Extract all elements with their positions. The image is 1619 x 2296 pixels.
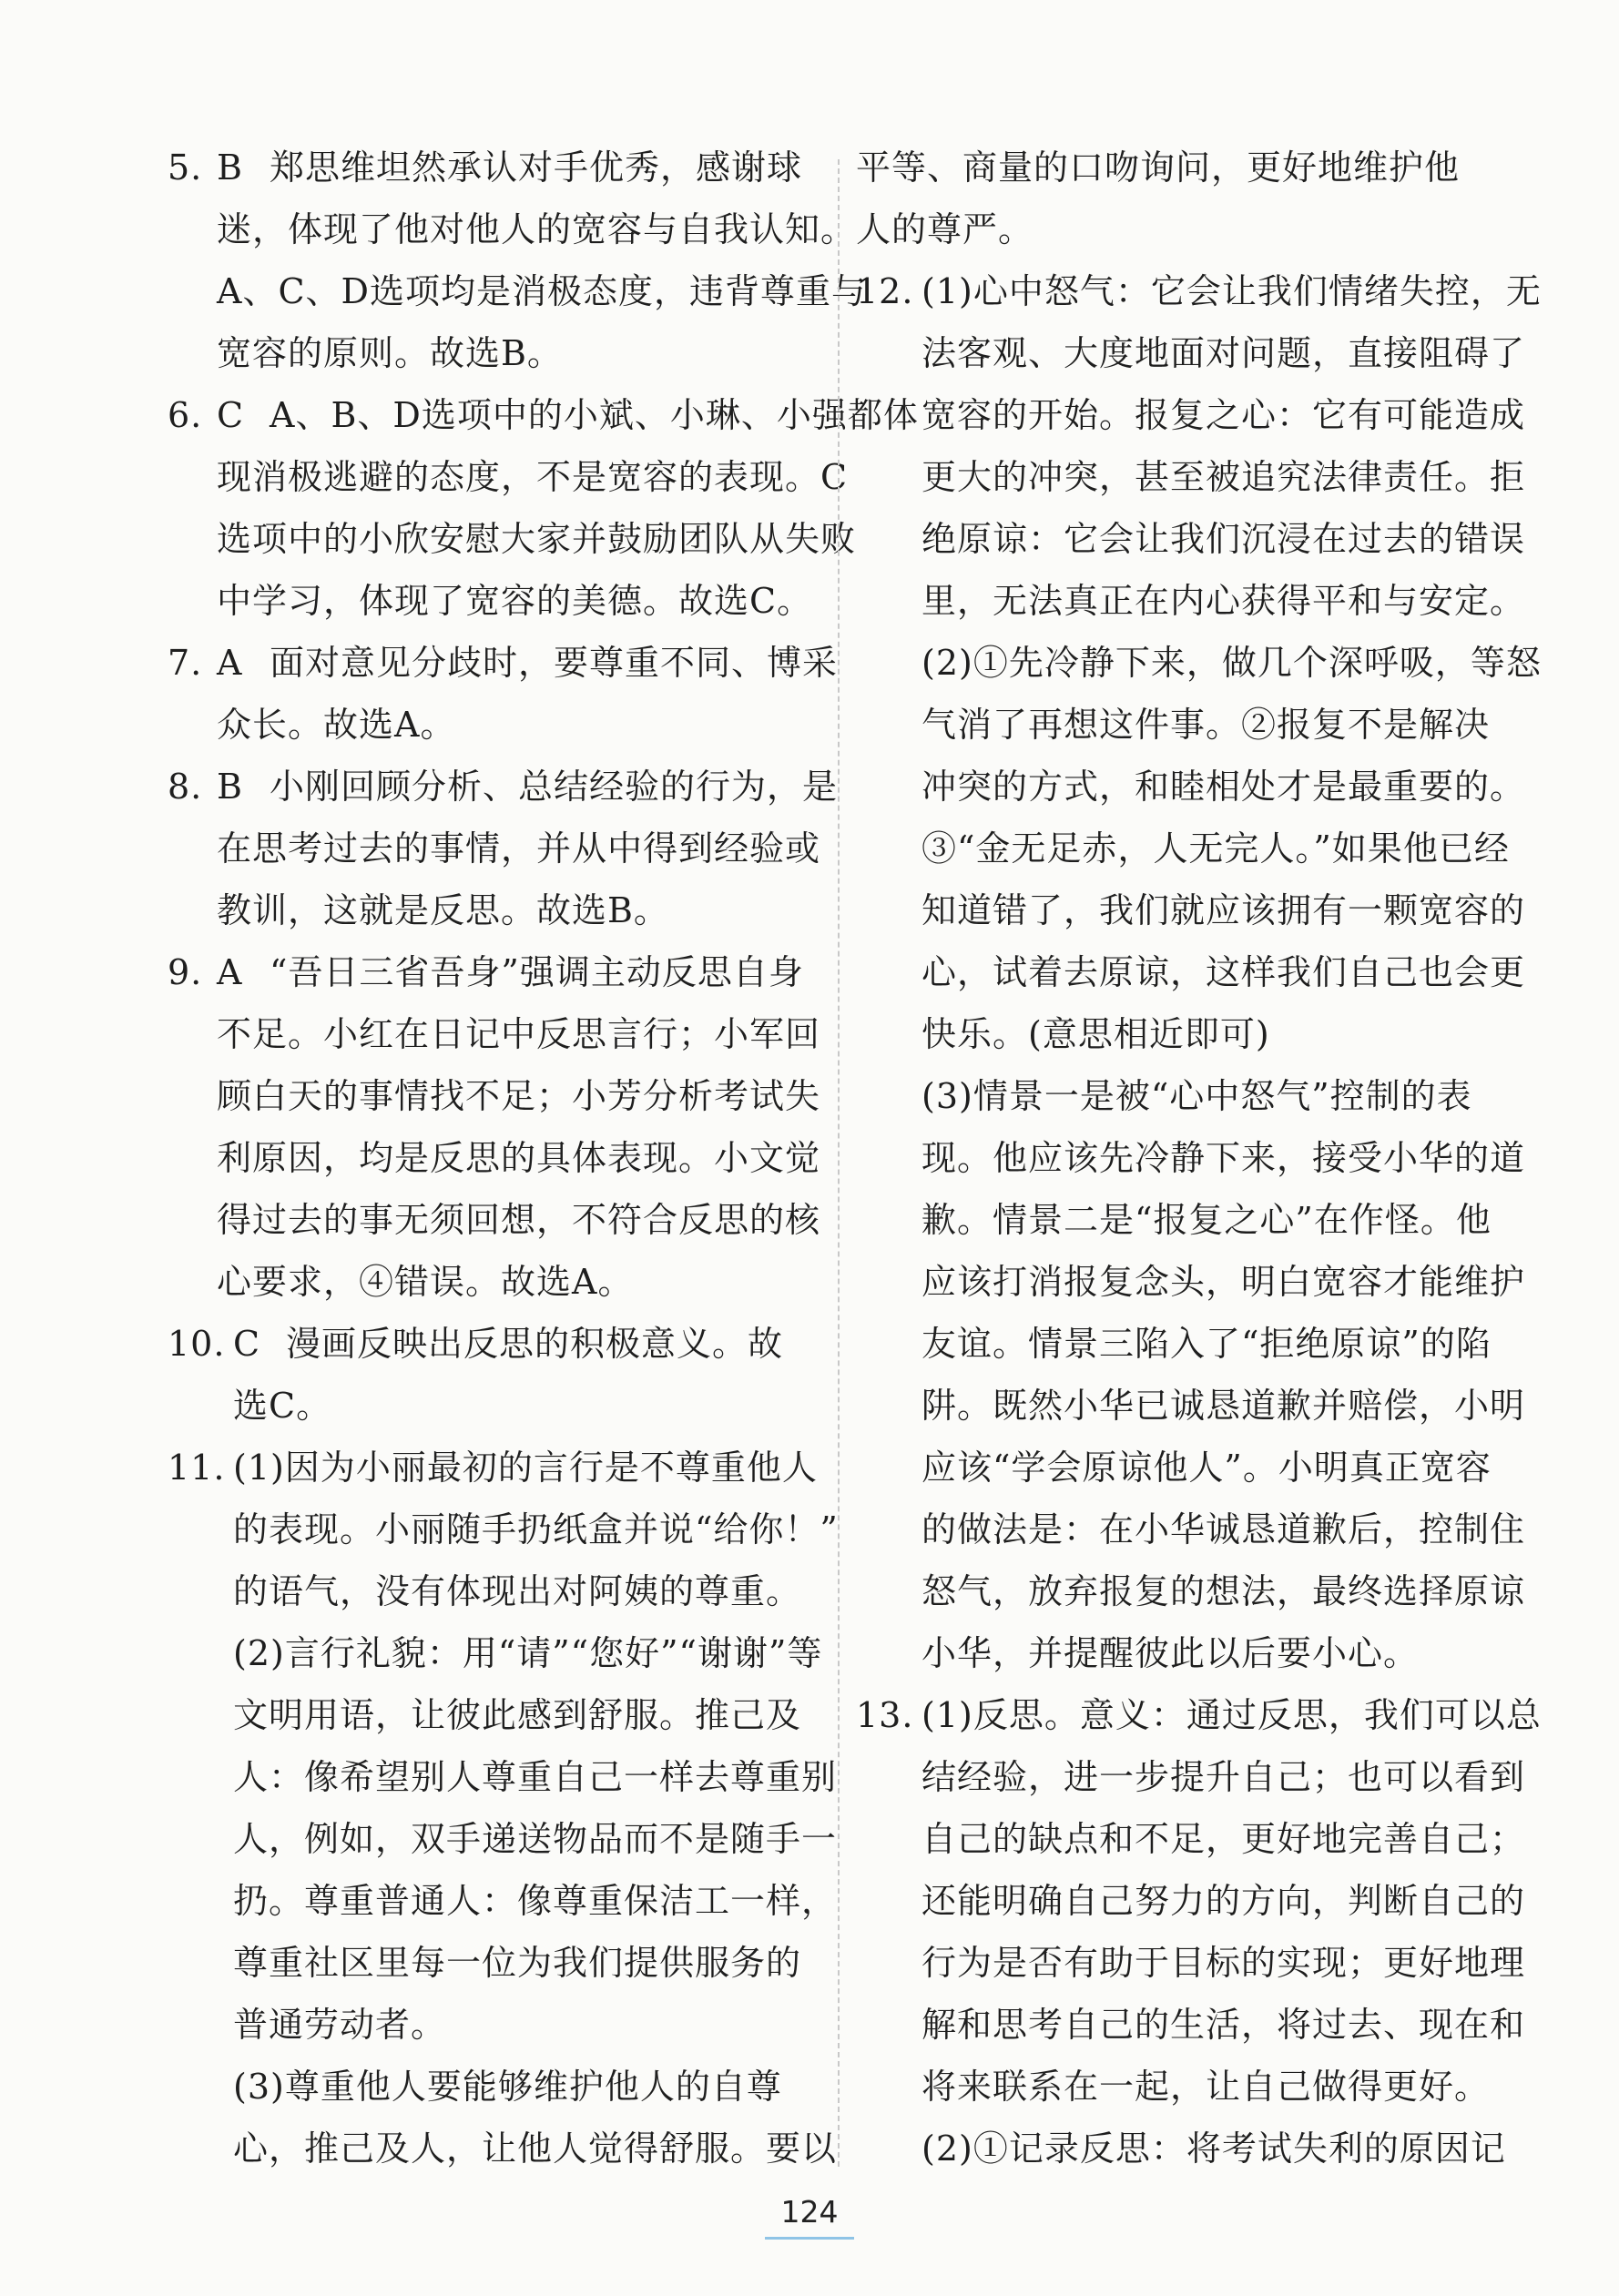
answer-choice: C bbox=[217, 395, 245, 435]
answer-line bbox=[856, 260, 1542, 322]
answer-item bbox=[856, 1684, 1542, 2179]
question-number: 9. bbox=[168, 952, 203, 992]
answer-line: 心要求，④错误。故选A。 bbox=[217, 1262, 634, 1302]
answer-line: 解和思考自己的生活，将过去、现在和 bbox=[922, 2005, 1526, 2045]
answer-line: 得过去的事无须回想，不符合反思的核 bbox=[217, 1200, 821, 1240]
answer-item bbox=[856, 137, 1486, 260]
answer-text: 郑思维坦然承认对手优秀，感谢球 bbox=[270, 147, 803, 188]
answer-line: 的表现。小丽随手扔纸盒并说“给你！” bbox=[233, 1509, 839, 1549]
question-number: 6. bbox=[168, 395, 203, 435]
answer-line bbox=[856, 1684, 1542, 1746]
column-divider bbox=[838, 159, 840, 2167]
answer-line: A、C、D选项均是消极态度，违背尊重与 bbox=[217, 271, 867, 311]
answer-line: 行为是否有助于目标的实现；更好地理 bbox=[922, 1943, 1526, 1983]
question-number: 7. bbox=[168, 643, 203, 683]
page-number: 124 bbox=[780, 2194, 839, 2230]
answer-line: 人：像希望别人尊重自己一样去尊重别 bbox=[233, 1757, 838, 1797]
answer-item bbox=[168, 1313, 825, 1437]
answer-line: 自己的缺点和不足，更好地完善自己； bbox=[922, 1819, 1526, 1859]
answer-text: “吾日三省吾身”强调主动反思自身 bbox=[270, 952, 804, 992]
answer-line: 现。他应该先冷静下来，接受小华的道 bbox=[922, 1138, 1526, 1178]
answer-line: 众长。故选A。 bbox=[217, 705, 456, 745]
answer-line: 结经验，进一步提升自己；也可以看到 bbox=[922, 1757, 1526, 1797]
answer-line bbox=[168, 137, 825, 198]
answer-choice: C bbox=[233, 1324, 261, 1364]
answer-item bbox=[168, 632, 839, 756]
answer-line: 法客观、大度地面对问题，直接阻碍了 bbox=[922, 333, 1526, 373]
answer-line: 快乐。(意思相近即可) bbox=[922, 1014, 1270, 1054]
answer-line: 冲突的方式，和睦相处才是最重要的。 bbox=[922, 767, 1526, 807]
answer-line: 还能明确自己努力的方向，判断自己的 bbox=[922, 1881, 1526, 1921]
question-number: 12. bbox=[856, 271, 914, 311]
answer-line: 不足。小红在日记中反思言行；小军回 bbox=[217, 1014, 821, 1054]
answer-text: A、B、D选项中的小斌、小琳、小强都体 bbox=[270, 395, 919, 435]
answer-line bbox=[168, 1437, 825, 1498]
answer-choice: A bbox=[217, 643, 243, 683]
answer-line: 绝原谅：它会让我们沉浸在过去的错误 bbox=[922, 519, 1526, 559]
answer-line: 选C。 bbox=[233, 1386, 332, 1426]
answer-line bbox=[168, 1313, 825, 1375]
answer-line: (3)情景一是被“心中怒气”控制的表 bbox=[922, 1076, 1472, 1116]
answer-line: 在思考过去的事情，并从中得到经验或 bbox=[217, 828, 821, 869]
answer-line: 里，无法真正在内心获得平和与安定。 bbox=[922, 581, 1526, 621]
answer-line: (3)尊重他人要能够维护他人的自尊 bbox=[233, 2067, 782, 2107]
answer-item bbox=[168, 941, 825, 1313]
answer-line: 心，推己及人，让他人觉得舒服。要以 bbox=[233, 2128, 838, 2169]
answer-item bbox=[168, 384, 919, 632]
answer-line: 应该打消报复念头，明白宽容才能维护 bbox=[922, 1262, 1526, 1302]
answer-line: 应该“学会原谅他人”。小明真正宽容 bbox=[922, 1448, 1492, 1488]
answer-line: 尊重社区里每一位为我们提供服务的 bbox=[233, 1943, 802, 1983]
answer-text: (1)反思。意义：通过反思，我们可以总 bbox=[922, 1695, 1542, 1735]
answer-line: 宽容的原则。故选B。 bbox=[217, 333, 563, 373]
answer-line: 将来联系在一起，让自己做得更好。 bbox=[922, 2067, 1491, 2107]
answer-text: 小刚回顾分析、总结经验的行为，是 bbox=[270, 767, 839, 807]
answer-line: 现消极逃避的态度，不是宽容的表现。C bbox=[217, 457, 849, 497]
answer-item bbox=[168, 137, 867, 384]
answer-choice: B bbox=[217, 767, 243, 807]
answer-item bbox=[168, 1437, 839, 2179]
answer-line: 利原因，均是反思的具体表现。小文觉 bbox=[217, 1138, 821, 1178]
answer-line bbox=[168, 632, 839, 694]
answer-line: (2)①记录反思：将考试失利的原因记 bbox=[922, 2128, 1506, 2169]
answer-line: 阱。既然小华已诚恳道歉并赔偿，小明 bbox=[922, 1386, 1526, 1426]
answer-line: 的语气，没有体现出对阿姨的尊重。 bbox=[233, 1571, 802, 1611]
page-number-underline bbox=[765, 2237, 854, 2240]
answer-item bbox=[856, 260, 1542, 1684]
answer-item bbox=[168, 756, 839, 941]
answer-line: 选项中的小欣安慰大家并鼓励团队从失败 bbox=[217, 519, 857, 559]
right-column bbox=[856, 137, 1542, 2179]
question-number: 10. bbox=[168, 1324, 226, 1364]
answer-line: 普通劳动者。 bbox=[233, 2005, 447, 2045]
answer-choice: B bbox=[217, 147, 243, 188]
answer-line: 教训，这就是反思。故选B。 bbox=[217, 890, 669, 930]
answer-choice: A bbox=[217, 952, 243, 992]
answer-line bbox=[168, 756, 839, 818]
answer-line: 中学习，体现了宽容的美德。故选C。 bbox=[217, 581, 813, 621]
answer-line: 宽容的开始。报复之心：它有可能造成 bbox=[922, 395, 1526, 435]
answer-line: (2)①先冷静下来，做几个深呼吸，等怒 bbox=[922, 643, 1542, 683]
answer-line: 平等、商量的口吻询问，更好地维护他 bbox=[856, 147, 1461, 188]
answer-line: 怒气，放弃报复的想法，最终选择原谅 bbox=[922, 1571, 1526, 1611]
answer-text: 面对意见分歧时，要尊重不同、博采 bbox=[270, 643, 839, 683]
answer-line: ③“金无足赤，人无完人。”如果他已经 bbox=[922, 828, 1510, 869]
answer-line: 人，例如，双手递送物品而不是随手一 bbox=[233, 1819, 838, 1859]
question-number: 13. bbox=[856, 1695, 914, 1735]
answer-line bbox=[168, 941, 825, 1003]
answer-line: (2)言行礼貌：用“请”“您好”“谢谢”等 bbox=[233, 1633, 823, 1673]
answer-line: 扔。尊重普通人：像尊重保洁工一样， bbox=[233, 1881, 838, 1921]
answer-line: 顾白天的事情找不足；小芳分析考试失 bbox=[217, 1076, 821, 1116]
answer-line: 的做法是：在小华诚恳道歉后，控制住 bbox=[922, 1509, 1526, 1549]
answer-line bbox=[168, 384, 919, 446]
answer-line: 心，试着去原谅，这样我们自己也会更 bbox=[922, 952, 1526, 992]
question-number: 11. bbox=[168, 1448, 226, 1488]
answer-line: 气消了再想这件事。②报复不是解决 bbox=[922, 705, 1491, 745]
answer-text: (1)因为小丽最初的言行是不尊重他人 bbox=[233, 1448, 818, 1488]
question-number: 5. bbox=[168, 147, 203, 188]
answer-line: 知道错了，我们就应该拥有一颗宽容的 bbox=[922, 890, 1526, 930]
answer-text: 漫画反映出反思的积极意义。故 bbox=[286, 1324, 784, 1364]
answer-line: 友谊。情景三陷入了“拒绝原谅”的陷 bbox=[922, 1324, 1492, 1364]
answer-line: 迷，体现了他对他人的宽容与自我认知。 bbox=[217, 209, 857, 249]
answer-text: (1)心中怒气：它会让我们情绪失控，无 bbox=[922, 271, 1542, 311]
question-number: 8. bbox=[168, 767, 203, 807]
answer-line: 文明用语，让彼此感到舒服。推己及 bbox=[233, 1695, 802, 1735]
answer-line: 歉。情景二是“报复之心”在作怪。他 bbox=[922, 1200, 1492, 1240]
answer-line: 更大的冲突，甚至被追究法律责任。拒 bbox=[922, 457, 1526, 497]
answer-line: 人的尊严。 bbox=[856, 209, 1034, 249]
answer-line: 小华，并提醒彼此以后要小心。 bbox=[922, 1633, 1420, 1673]
